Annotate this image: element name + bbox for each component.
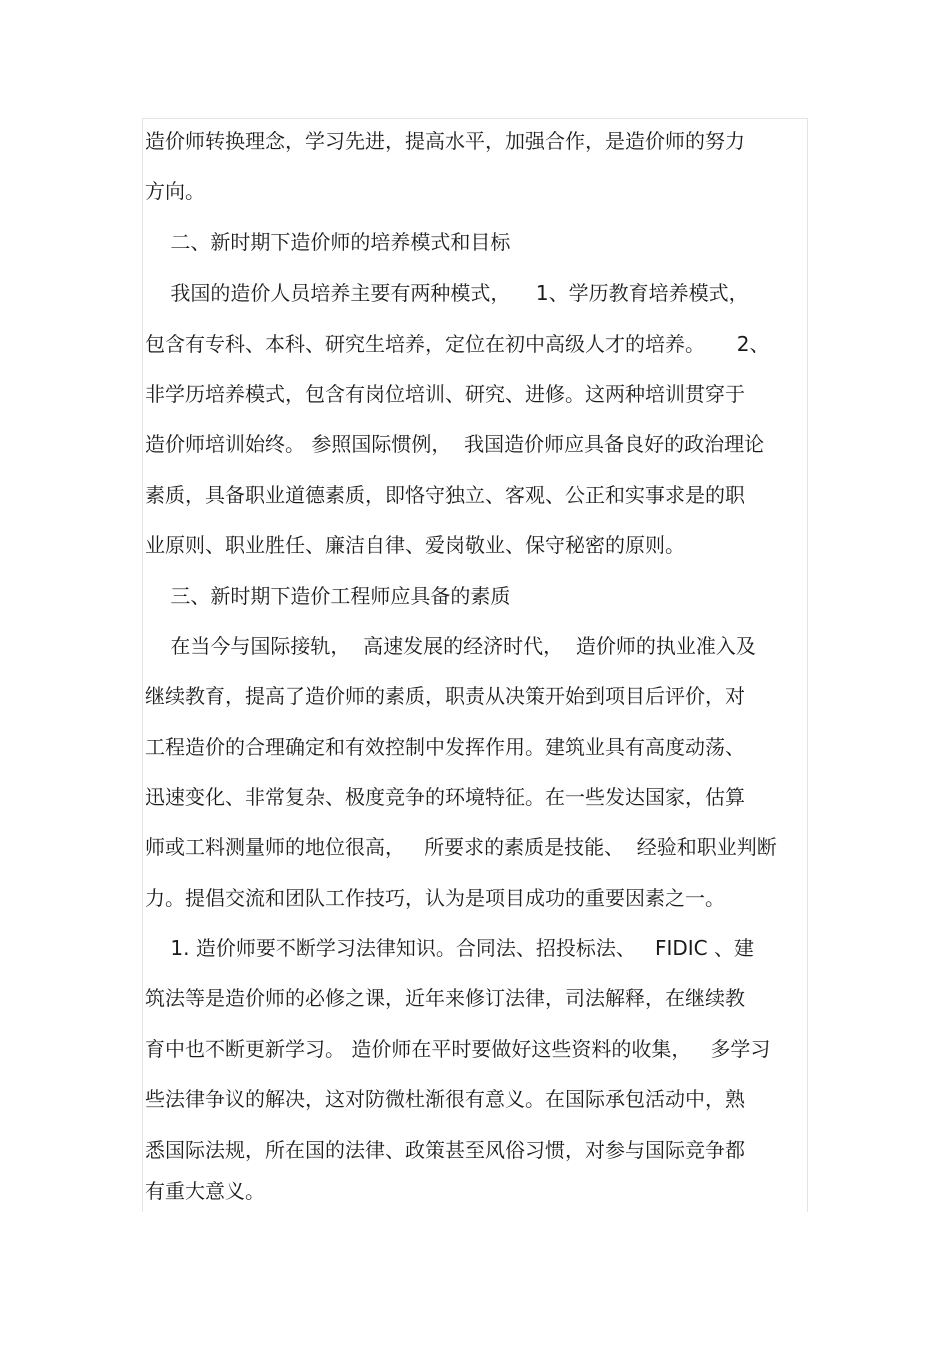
text-line: 工程造价的合理确定和有效控制中发挥作用。建筑业具有高度动荡、 <box>145 735 745 759</box>
text-line: 包含有专科、本科、研究生培养，定位在初中高级人才的培养。 2、 <box>145 332 770 356</box>
text-line: 师或工料测量师的地位很高， 所要求的素质是技能、 经验和职业判断 <box>145 835 777 859</box>
text-line: 些法律争议的解决，这对防微杜渐很有意义。在国际承包活动中，熟 <box>145 1087 745 1111</box>
text-line: 非学历培养模式，包含有岗位培训、研究、进修。这两种培训贯穿于 <box>145 382 745 406</box>
text-line: 我国的造价人员培养主要有两种模式， 1、学历教育培养模式， <box>145 281 749 305</box>
section-heading: 三、新时期下造价工程师应具备的素质 <box>145 584 511 608</box>
text-line: 育中也不断更新学习。 造价师在平时要做好这些资料的收集， 多学习 <box>145 1037 771 1061</box>
text-line: 力。提倡交流和团队工作技巧，认为是项目成功的重要因素之一。 <box>145 886 725 910</box>
text-line: 迅速变化、非常复杂、极度竞争的环境特征。在一些发达国家，估算 <box>145 785 745 809</box>
text-line: 继续教育，提高了造价师的素质，职责从决策开始到项目后评价，对 <box>145 684 745 708</box>
text-line: 素质，具备职业道德素质，即恪守独立、客观、公正和实事求是的职 <box>145 483 745 507</box>
text-line: 业原则、职业胜任、廉洁自律、爱岗敬业、保守秘密的原则。 <box>145 533 685 557</box>
text-line: 悉国际法规，所在国的法律、政策甚至风俗习惯，对参与国际竞争都 <box>145 1138 745 1162</box>
text-line: 筑法等是造价师的必修之课，近年来修订法律，司法解释，在继续教 <box>145 986 745 1010</box>
text-line: 1. 造价师要不断学习法律知识。合同法、招投标法、 FIDIC 、建 <box>145 936 754 960</box>
text-line: 造价师培训始终。 参照国际惯例， 我国造价师应具备良好的政治理论 <box>145 432 765 456</box>
text-line: 方向。 <box>145 179 205 203</box>
text-line: 造价师转换理念，学习先进，提高水平，加强合作，是造价师的努力 <box>145 129 745 153</box>
section-heading: 二、新时期下造价师的培养模式和目标 <box>145 230 511 254</box>
text-line: 有重大意义。 <box>145 1179 265 1203</box>
text-line: 在当今与国际接轨， 高速发展的经济时代， 造价师的执业准入及 <box>145 634 756 658</box>
